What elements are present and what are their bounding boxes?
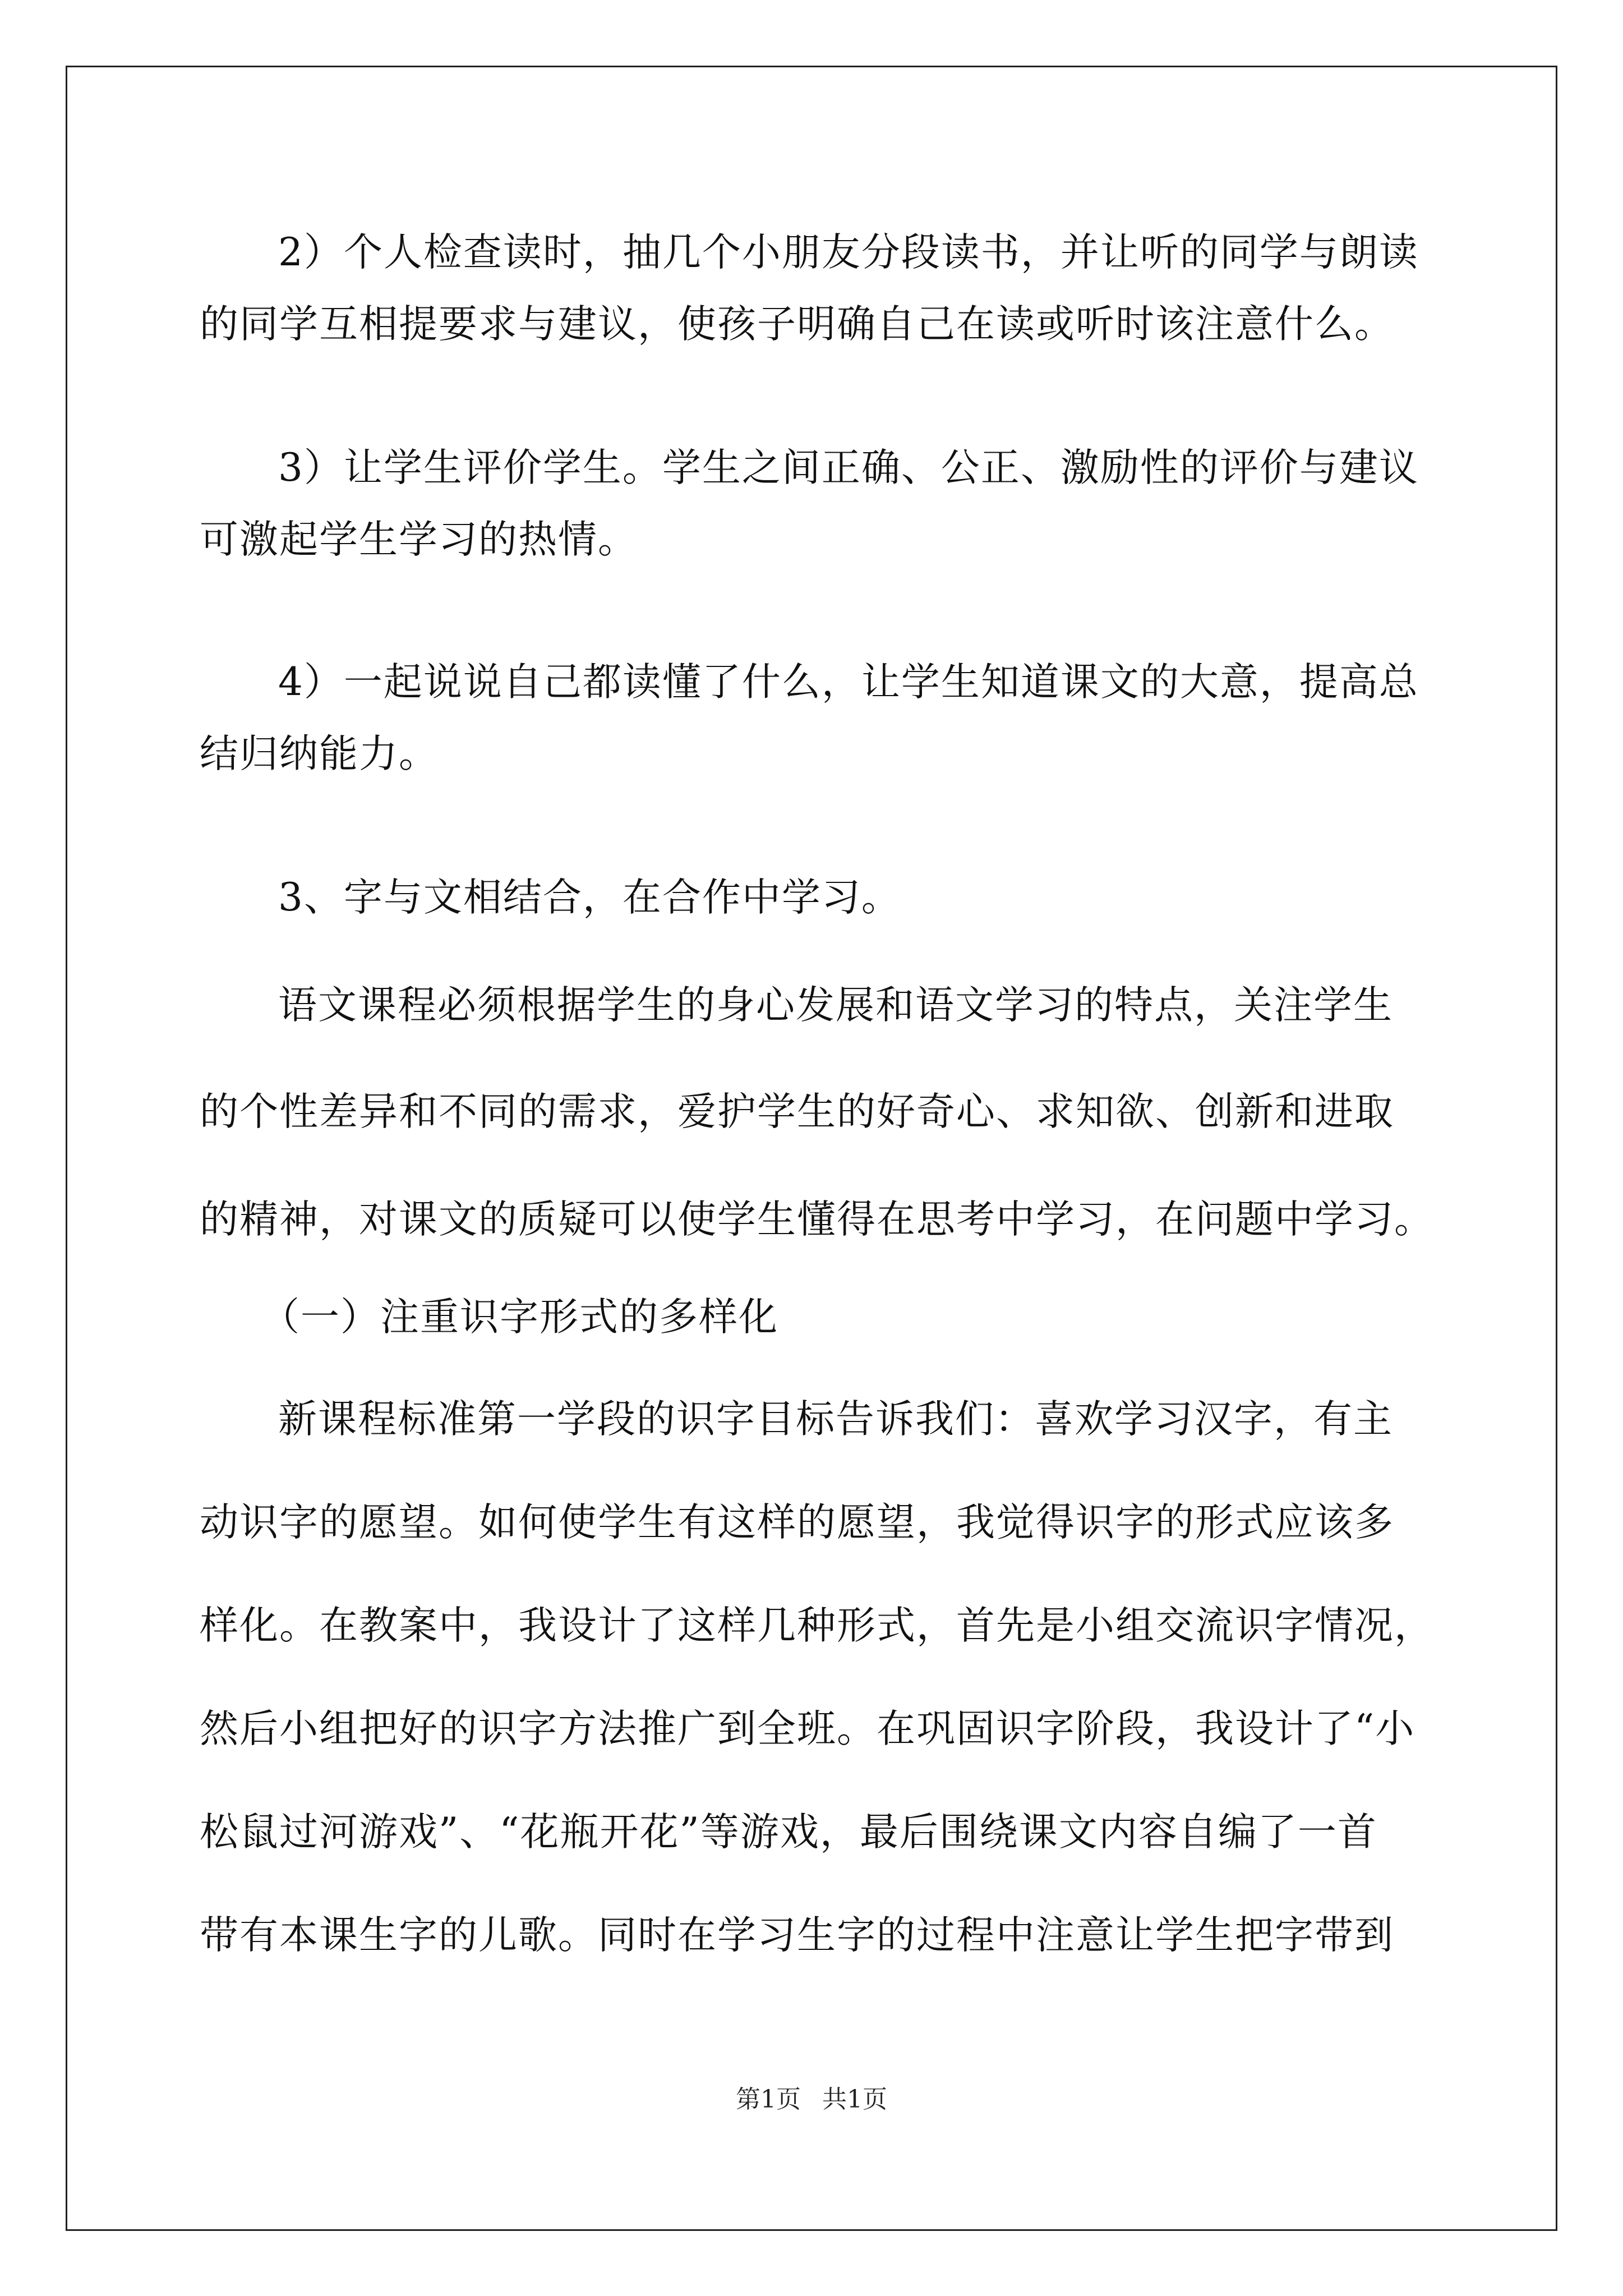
section-heading: 3、字与文相结合，在合作中学习。 — [278, 875, 901, 920]
paragraph-line: 松鼠过河游戏”、“花瓶开花”等游戏，最后围绕课文内容自编了一首 — [200, 1810, 1377, 1855]
paragraph-line: 可激起学生学习的热情。 — [200, 517, 638, 562]
paragraph-line: 新课程标准第一学段的识字目标告诉我们：喜欢学习汉字，有主 — [278, 1397, 1393, 1442]
page-count: 共1页 — [822, 2085, 887, 2114]
paragraph-line: 2）个人检查读时，抽几个小朋友分段读书，并让听的同学与朗读 — [278, 230, 1419, 275]
paragraph-line: 4）一起说说自己都读懂了什么，让学生知道课文的大意，提高总 — [278, 660, 1419, 705]
paragraph-line: 的精神，对课文的质疑可以使学生懂得在思考中学习，在问题中学习。 — [200, 1197, 1434, 1242]
paragraph-line: 的个性差异和不同的需求，爱护学生的好奇心、求知欲、创新和进取 — [200, 1089, 1394, 1134]
paragraph-line: 语文课程必须根据学生的身心发展和语文学习的特点，关注学生 — [278, 983, 1393, 1028]
paragraph-line: 动识字的愿望。如何使学生有这样的愿望，我觉得识字的形式应该多 — [200, 1500, 1394, 1545]
paragraph-line: 样化。在教案中，我设计了这样几种形式，首先是小组交流识字情况， — [200, 1603, 1434, 1648]
paragraph-line: 3）让学生评价学生。学生之间正确、公正、激励性的评价与建议 — [278, 445, 1419, 490]
paragraph-line: 然后小组把好的识字方法推广到全班。在巩固识字阶段，我设计了“小 — [200, 1706, 1415, 1751]
page-footer — [0, 2086, 1623, 2114]
paragraph-line: 带有本课生字的儿歌。同时在学习生字的过程中注意让学生把字带到 — [200, 1913, 1394, 1958]
paragraph-line: 的同学互相提要求与建议，使孩子明确自己在读或听时该注意什么。 — [200, 302, 1394, 347]
paragraph-line: 结归纳能力。 — [200, 731, 439, 776]
subsection-heading: （一）注重识字形式的多样化 — [261, 1295, 778, 1340]
page-number: 第1页 — [736, 2085, 801, 2114]
page-border — [66, 66, 1557, 2231]
